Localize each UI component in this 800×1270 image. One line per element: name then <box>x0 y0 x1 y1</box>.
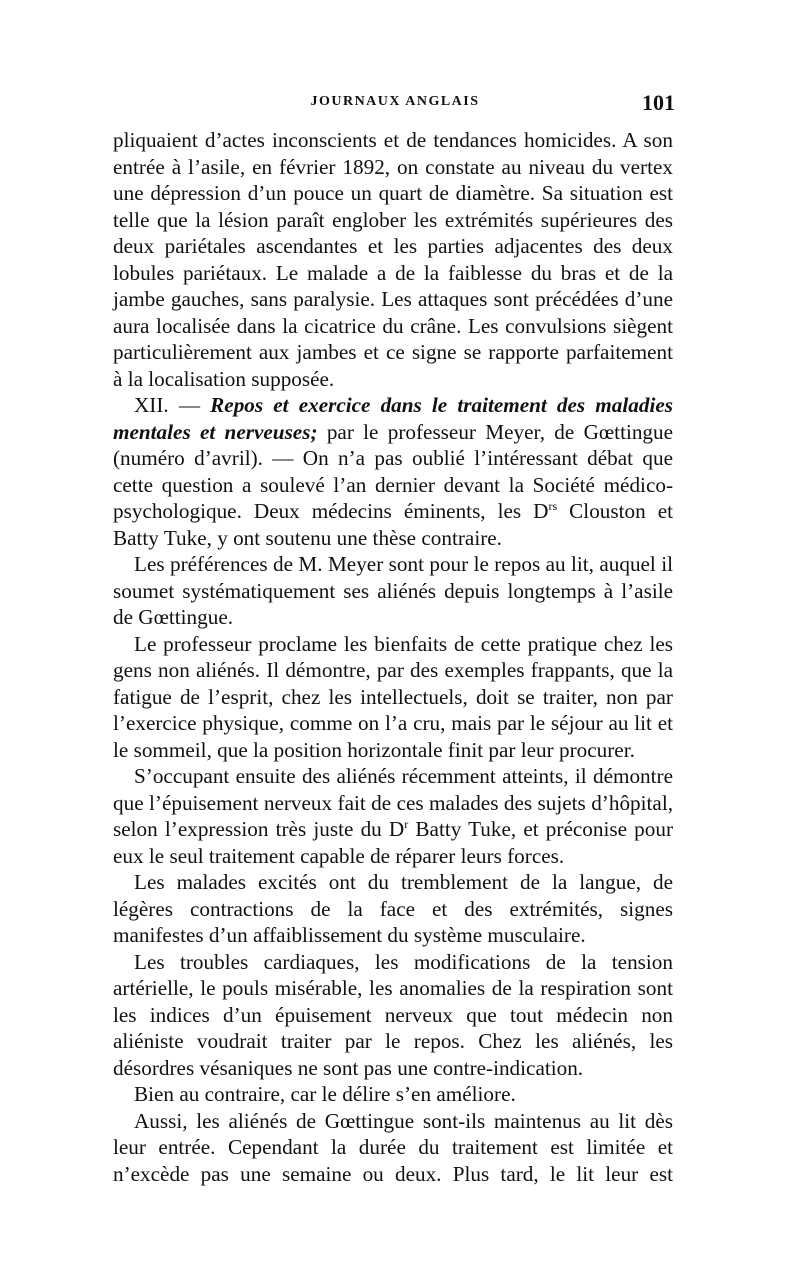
section-xii-paragraph <box>113 392 673 551</box>
page-header <box>115 90 675 120</box>
paragraph-text: Bien au contraire, car le délire s’en améliore. <box>134 1082 516 1106</box>
paragraph-text: par le professeur Meyer, de Gœttingue (numéro d’avril). — On n’a pas oublié l’intéressant débat que cette question a soulevé l’an dernier devant la Société médico-psychologique. Deux médecins éminents, les D <box>113 419 674 523</box>
paragraph <box>113 1108 673 1188</box>
paragraph-text: Les malades excités ont du tremblement de la langue, de légères contractions de la face et des extrémités, signes manifestes d’un affaiblissement du système musculaire. <box>113 870 673 947</box>
superscript: r <box>404 817 409 831</box>
paragraph <box>113 631 673 764</box>
section-number: XII. — <box>134 393 201 417</box>
paragraph-text-continued: Clouston et Batty Tuke, y ont soutenu une thèse contraire. <box>113 499 674 550</box>
paragraph-text: Aussi, les aliénés de Gœttingue sont-ils maintenus au lit dès leur entrée. Cependant la durée du traitement est limitée et n’excède pas une semaine ou deux. Plus tard, le lit leur est <box>113 1108 673 1186</box>
paragraph <box>113 763 673 869</box>
paragraph-text-continued: Batty Tuke, et préconise pour eux le seul traitement capable de réparer leurs forces. <box>113 817 673 868</box>
section-title: Repos et exercice dans le traitement des maladies mentales et nerveuses; <box>113 393 673 444</box>
paragraph <box>113 869 673 949</box>
paragraph-text: Les préférences de M. Meyer sont pour le repos au lit, auquel il soumet systématiquement ses aliénés depuis longtemps à l’asile de Gœttingue. <box>113 552 673 629</box>
paragraph-text: Les troubles cardiaques, les modifications de la tension artérielle, le pouls misérable, les anomalies de la respiration sont les indices d’un épuisement nerveux que tout médecin non aliéniste voudrait traiter par le repos. Chez les aliénés, les désordres vésaniques ne sont pas une contre-indication. <box>113 949 673 1080</box>
body-text <box>113 127 673 1187</box>
paragraph <box>113 127 673 392</box>
paragraph-text: pliquaient d’actes inconscients et de tendances homicides. A son entrée à l’asile, en février 1892, on constate au niveau du vertex une dépression d’un pouce un quart de diamètre. Sa situation est telle que la lésion paraît englober les extrémités supérieures des deux pariétales ascendantes et les parties adjacentes des deux lobules pariétaux. Le malade a de la faiblesse du bras et de la jambe gauches, sans paralysie. Les attaques sont précédées d’une aura localisée dans la cicatrice du crâne. Les convulsions siègent particulièrement aux jambes et ce signe se rapporte parfaitement à la localisation supposée. <box>113 128 673 391</box>
paragraph-text: Le professeur proclame les bienfaits de cette pratique chez les gens non aliénés. Il démontre, par des exemples frappants, que la fatigue de l’esprit, chez les intellectuels, doit se traiter, non par l’exercice physique, comme on l’a cru, mais par le séjour au lit et le sommeil, que la position horizontale finit par leur procurer. <box>113 631 673 762</box>
paragraph-text: S’occupant ensuite des aliénés récemment atteints, il démontre que l’épuisement nerveux fait de ces malades des sujets d’hôpital, selon l’expression très juste du D <box>113 764 673 841</box>
paragraph <box>113 1081 673 1108</box>
paragraph <box>113 551 673 631</box>
paragraph <box>113 949 673 1082</box>
page-number: 101 <box>642 90 675 115</box>
superscript: rs <box>548 499 558 513</box>
running-title: JOURNAUX ANGLAIS <box>310 94 480 109</box>
